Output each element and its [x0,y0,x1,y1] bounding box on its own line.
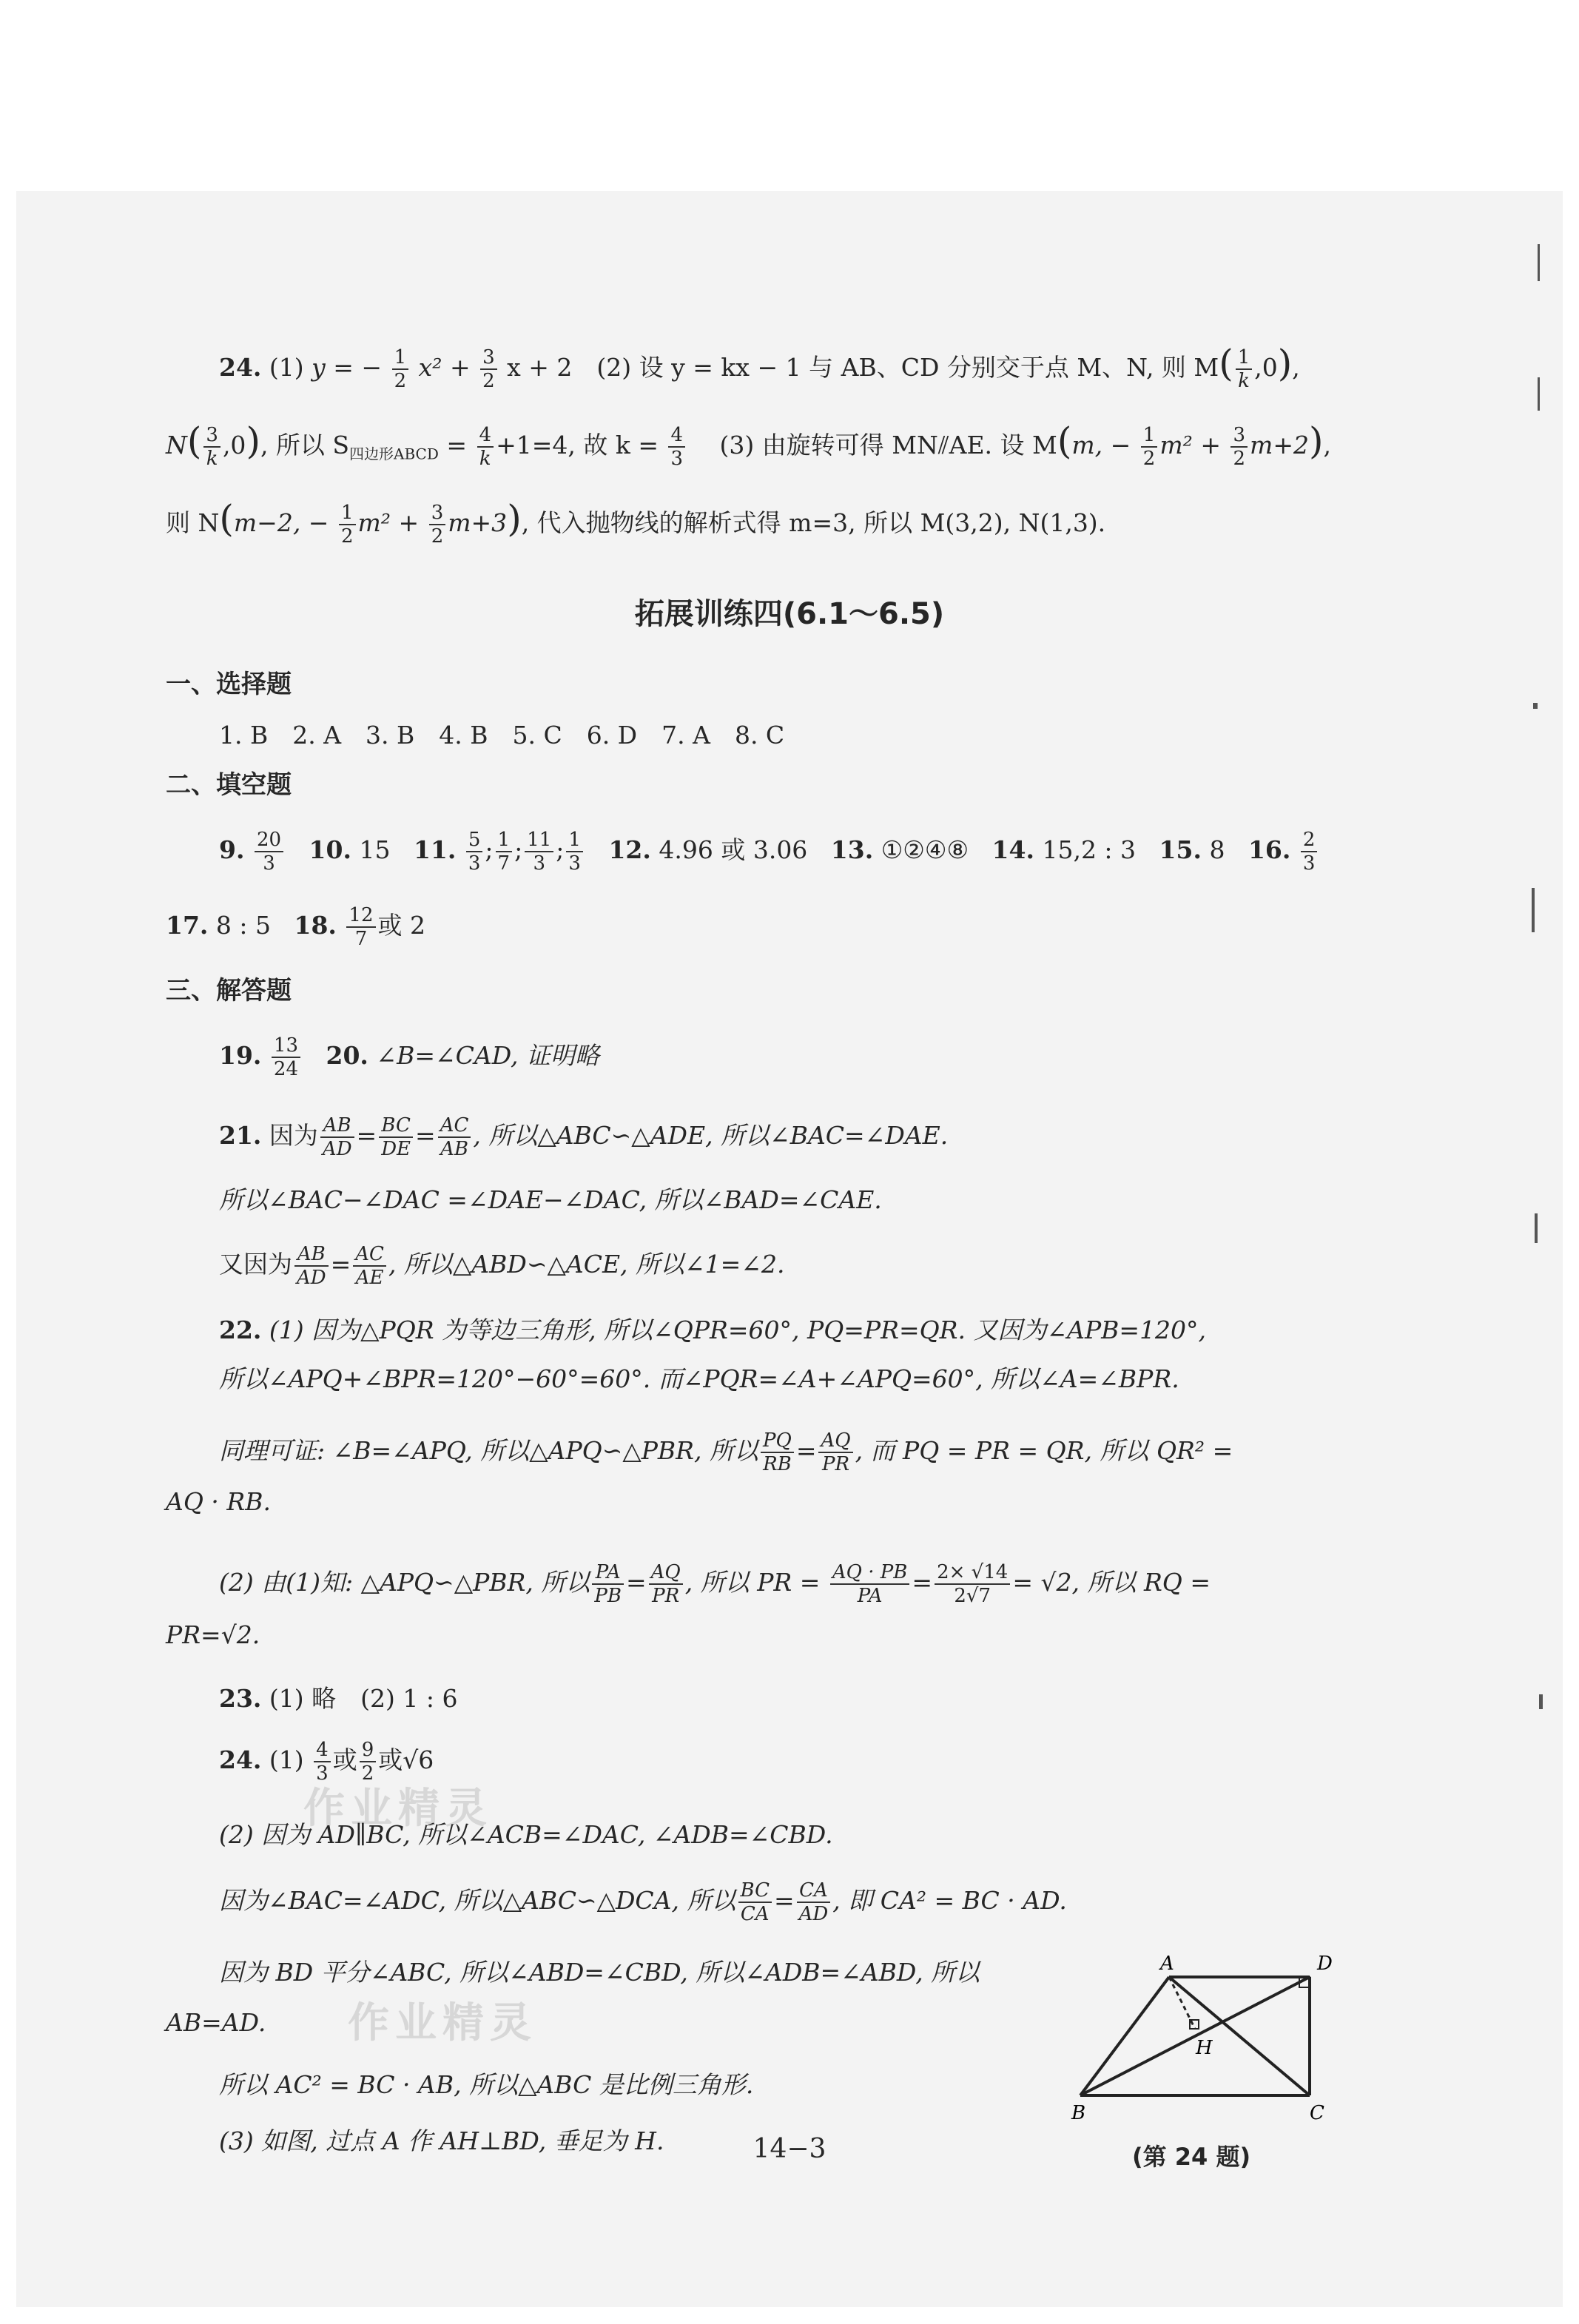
answer-24-line1: 24. (1) $\frac{4}{3}$ 或 $\frac{9}{2}$ 或√6 [219,1739,434,1785]
answer-21-line2: 所以∠BAC−∠DAC =∠DAE−∠DAC, 所以∠BAD=∠CAE. [219,1185,882,1214]
fraction: $\frac{2\times √14}{2√7}$ [935,1561,1010,1607]
segment-ah [1169,1977,1195,2029]
answer-22-line1: 22. (1) 因为△PQR 为等边三角形, 所以∠QPR=60°, PQ=PR=QR. 又因为∠APB=120°, [219,1316,1207,1344]
fraction: $\frac{1}{3}$ [566,829,583,875]
answer-24-line7: (3) 如图, 过点 A 作 AH⊥BD, 垂足为 H. [219,2126,664,2155]
answer-23: 23. (1) 略 (2) 1 : 6 [219,1684,458,1713]
fraction: $\frac{11}{3}$ [525,829,553,875]
watermark: 作业精灵 [348,1999,537,2047]
fraction: $\frac{4}{k}$ [477,424,494,470]
fraction: $\frac{CA}{AD}$ [797,1879,831,1925]
fraction: $\frac{1}{2}$ [1141,424,1158,470]
answer-19-20: 19. $\frac{13}{24}$ 20. ∠B=∠CAD, 证明略 [219,1034,599,1080]
segment-ab [1080,1977,1169,2095]
fill-answers-line2: 17. 8 : 5 18. $\frac{12}{7}$ 或 2 [166,904,426,950]
fraction: $\frac{4}{3}$ [314,1739,331,1785]
fraction: $\frac{3}{2}$ [429,502,446,548]
fraction: $\frac{1}{7}$ [496,829,513,875]
answer-22-line5: (2) 由(1)知: △APQ∽△PBR, 所以 $\frac{PA}{PB}$ = $\frac{AQ}{PR}$ , 所以 PR = $\frac{AQ \cdot PB}{PA}$ = $\frac{2\times √14}{2√7}$ = √2, 所以 RQ = [219,1561,1211,1607]
fraction: $\frac{AB}{AD}$ [294,1243,329,1289]
answer-22-line4: AQ · RB. [166,1487,271,1516]
fraction: $\frac{BC}{DE}$ [379,1114,413,1160]
answer-24-line3: 因为∠BAC=∠ADC, 所以△ABC∽△DCA, 所以 $\frac{BC}{CA}$ = $\frac{CA}{AD}$ , 即 CA² = BC · AD. [219,1879,1067,1925]
figure-caption: (第 24 题) [1132,2143,1251,2171]
fraction: $\frac{PA}{PB}$ [592,1561,624,1607]
section-heading-choice: 一、选择题 [166,670,292,699]
answer-24-line4: 因为 BD 平分∠ABC, 所以∠ABD=∠CBD, 所以∠ADB=∠ABD, 所以 [219,1958,980,1987]
point-d-label: D [1317,1953,1333,1975]
point-b-label: B [1071,2102,1086,2124]
fraction: $\frac{AQ \cdot PB}{PA}$ [830,1561,910,1607]
scan-mark [1538,244,1540,281]
answer-21-line3: 又因为 $\frac{AB}{AD}$ = $\frac{AC}{AE}$ , 所以△ABD∽△ACE, 所以∠1=∠2. [219,1243,785,1289]
fraction: $\frac{9}{2}$ [360,1739,377,1785]
section-title: 拓展训练四(6.1～6.5) [634,597,945,631]
scan-mark [1538,377,1540,411]
scan-mark [1539,1694,1543,1709]
page-number: 14−3 [753,2134,826,2164]
answer-22-line2: 所以∠APQ+∠BPR=120°−60°=60°. 而∠PQR=∠A+∠APQ=60°, 所以∠A=∠BPR. [219,1364,1179,1393]
fraction: $\frac{5}{3}$ [466,829,483,875]
scan-mark [1533,703,1538,709]
answer-22-line3: 同理可证: ∠B=∠APQ, 所以△APQ∽△PBR, 所以 $\frac{PQ}{RB}$ = $\frac{AQ}{PR}$ , 而 PQ = PR = QR, 所以 QR² = [219,1429,1233,1475]
fraction: $\frac{AQ}{PR}$ [818,1429,852,1475]
fraction: $\frac{PQ}{RB}$ [761,1429,794,1475]
fraction: $\frac{20}{3}$ [255,829,283,875]
fraction: $\frac{1}{2}$ [392,346,409,392]
scan-mark [1535,1213,1538,1243]
segment-bd [1080,1977,1310,2095]
answer-24-line6: 所以 AC² = BC · AB, 所以△ABC 是比例三角形. [219,2070,754,2099]
fraction: $\frac{AC}{AE}$ [353,1243,386,1289]
answer-22-line6: PR=√2. [166,1620,260,1649]
fraction: $\frac{3}{2}$ [480,346,497,392]
prev-q24-line3: 则 N(m−2, − $\frac{1}{2}$ m² + $\frac{3}{2}$ m+3), 代入抛物线的解析式得 m=3, 所以 M(3,2), N(1,3). [166,497,1106,548]
section-heading-fill: 二、填空题 [166,770,292,800]
point-a-label: A [1160,1953,1174,1975]
segment-ac [1169,1977,1310,2095]
fraction: $\frac{4}{3}$ [668,424,685,470]
point-h-label: H [1196,2037,1213,2059]
fraction: $\frac{3}{2}$ [1230,424,1248,470]
fraction: $\frac{AQ}{PR}$ [649,1561,683,1607]
point-c-label: C [1310,2102,1324,2124]
fill-answers-line1: 9. $\frac{20}{3}$ 10. 15 11. $\frac{5}{3}$ ; $\frac{1}{7}$ ; $\frac{11}{3}$ ; $\frac{1}{3}$ 12. 4.96 或 3.06 13. ①②④⑧ 14. 15,2 : 3 15. 8 16. $\frac{2}{3}$ [219,829,1319,875]
section-heading-solve: 三、解答题 [166,976,292,1006]
watermark: 作业精灵 [303,1785,493,1833]
answer-24-line5: AB=AD. [166,2008,266,2037]
fraction: $\frac{AC}{AB}$ [438,1114,471,1160]
fraction: $\frac{1}{2}$ [339,502,356,548]
fraction: $\frac{12}{7}$ [346,904,375,950]
answer-24-line2: (2) 因为 AD∥BC, 所以∠ACB=∠DAC, ∠ADB=∠CBD. [219,1820,833,1849]
fraction: $\frac{1}{k}$ [1236,346,1253,392]
choice-answers: 1. B 2. A 3. B 4. B 5. C 6. D 7. A 8. C [219,721,785,750]
prev-q24-line2: N( $\frac{3}{k}$ ,0), 所以 $S_{四边形ABCD}$ = $\frac{4}{k}$ +1=4, 故 k = $\frac{4}{3}$ (3) 由旋转可得 MN⫽AE. 设 M(m, − $\frac{1}{2}$ m² + $\frac{3}{2}$ m+2), [166,420,1331,470]
fraction: $\frac{3}{k}$ [203,424,220,470]
scan-mark [1532,888,1535,932]
fraction: $\frac{2}{3}$ [1301,829,1318,875]
fraction: $\frac{AB}{AD}$ [320,1114,354,1160]
fraction: $\frac{13}{24}$ [272,1034,300,1080]
prev-q24-line1: 24. (1) y = − $\frac{1}{2}$ x² + $\frac{3}{2}$ x + 2 (2) 设 y = kx − 1 与 AB、CD 分别交于点 M、N, 则 M( $\frac{1}{k}$ ,0), [219,342,1300,392]
answer-21-line1: 21. 因为 $\frac{AB}{AD}$ = $\frac{BC}{DE}$ = $\frac{AC}{AB}$ , 所以△ABC∽△ADE, 所以∠BAC=∠DAE. [219,1114,949,1160]
fraction: $\frac{BC}{CA}$ [738,1879,772,1925]
